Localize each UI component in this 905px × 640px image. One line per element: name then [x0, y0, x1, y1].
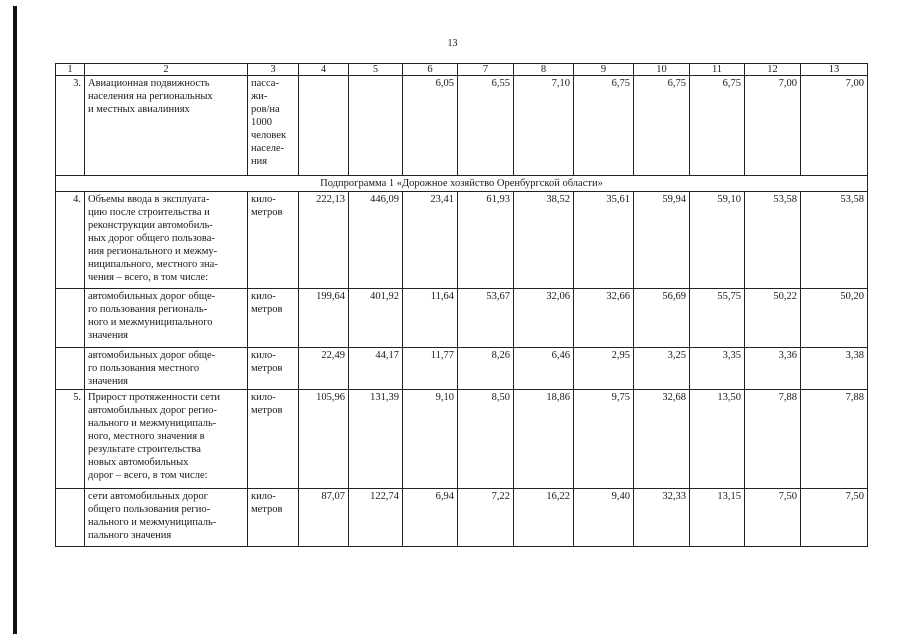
column-header: 6	[403, 64, 458, 76]
value-cell: 8,50	[458, 390, 514, 489]
unit: кило- метров	[248, 489, 299, 547]
value-cell: 7,22	[458, 489, 514, 547]
value-cell: 131,39	[349, 390, 403, 489]
value-cell: 3,25	[634, 348, 690, 390]
value-cell: 9,40	[574, 489, 634, 547]
value-cell: 7,00	[801, 76, 868, 176]
value-cell: 9,10	[403, 390, 458, 489]
unit: кило- метров	[248, 192, 299, 289]
table-row	[56, 348, 868, 390]
table-row	[56, 390, 868, 489]
value-cell: 8,26	[458, 348, 514, 390]
table-row	[56, 289, 868, 348]
indicator-name: автомобильных дорог обще- го пользования региональ- ного и межмуниципального значения	[85, 289, 248, 348]
value-cell: 32,06	[514, 289, 574, 348]
value-cell: 38,52	[514, 192, 574, 289]
value-cell: 53,58	[801, 192, 868, 289]
unit: пасса- жи- ров/на 1000 человек населе- ния	[248, 76, 299, 176]
value-cell: 35,61	[574, 192, 634, 289]
table-row	[56, 76, 868, 176]
column-header: 9	[574, 64, 634, 76]
page-number: 13	[447, 38, 458, 49]
value-cell: 7,50	[801, 489, 868, 547]
value-cell: 87,07	[299, 489, 349, 547]
value-cell: 6,46	[514, 348, 574, 390]
column-header: 11	[690, 64, 745, 76]
indicator-name: автомобильных дорог обще- го пользования местного значения	[85, 348, 248, 390]
value-cell: 122,74	[349, 489, 403, 547]
value-cell: 50,20	[801, 289, 868, 348]
indicator-name: Авиационная подвижность населения на региональных и местных авиалиниях	[85, 76, 248, 176]
value-cell: 401,92	[349, 289, 403, 348]
table-row	[56, 489, 868, 547]
value-cell: 7,88	[801, 390, 868, 489]
value-cell: 11,77	[403, 348, 458, 390]
unit: кило- метров	[248, 289, 299, 348]
value-cell: 222,13	[299, 192, 349, 289]
value-cell: 7,10	[514, 76, 574, 176]
value-cell: 2,95	[574, 348, 634, 390]
value-cell: 59,10	[690, 192, 745, 289]
column-header: 10	[634, 64, 690, 76]
row-index	[56, 348, 85, 390]
subprogram-title: Подпрограмма 1 «Дорожное хозяйство Оренбургской области»	[56, 176, 868, 192]
value-cell: 22,49	[299, 348, 349, 390]
row-index: 4.	[56, 192, 85, 289]
unit: кило- метров	[248, 348, 299, 390]
column-header: 13	[801, 64, 868, 76]
value-cell: 18,86	[514, 390, 574, 489]
value-cell: 7,00	[745, 76, 801, 176]
value-cell: 50,22	[745, 289, 801, 348]
value-cell: 105,96	[299, 390, 349, 489]
value-cell: 6,94	[403, 489, 458, 547]
scan-edge-bar	[13, 6, 17, 634]
indicator-name: Прирост протяженности сети автомобильных дорог регио- нального и межмуниципаль- ного, местного значения в результате строительства новых автомобильных дорог – всего, в том числе:	[85, 390, 248, 489]
value-cell: 7,88	[745, 390, 801, 489]
indicator-name: Объемы ввода в эксплуата- цию после строительства и реконструкции автомобиль- ных дорог общего пользова- ния регионального и межму- ниципального, местного зна- чения – всего, в том числе:	[85, 192, 248, 289]
value-cell: 23,41	[403, 192, 458, 289]
indicator-name: сети автомобильных дорог общего пользования регио- нального и межмуниципаль- пального значения	[85, 489, 248, 547]
value-cell: 32,68	[634, 390, 690, 489]
value-cell	[349, 76, 403, 176]
row-index	[56, 289, 85, 348]
value-cell: 446,09	[349, 192, 403, 289]
column-header: 12	[745, 64, 801, 76]
value-cell: 13,50	[690, 390, 745, 489]
column-header: 2	[85, 64, 248, 76]
header-row	[56, 64, 868, 76]
column-header: 1	[56, 64, 85, 76]
value-cell: 53,67	[458, 289, 514, 348]
value-cell	[299, 76, 349, 176]
value-cell: 6,75	[634, 76, 690, 176]
value-cell: 53,58	[745, 192, 801, 289]
value-cell: 3,35	[690, 348, 745, 390]
value-cell: 6,05	[403, 76, 458, 176]
row-index: 5.	[56, 390, 85, 489]
value-cell: 9,75	[574, 390, 634, 489]
value-cell: 56,69	[634, 289, 690, 348]
value-cell: 199,64	[299, 289, 349, 348]
column-header: 4	[299, 64, 349, 76]
value-cell: 3,36	[745, 348, 801, 390]
row-index	[56, 489, 85, 547]
value-cell: 32,66	[574, 289, 634, 348]
column-header: 7	[458, 64, 514, 76]
row-index: 3.	[56, 76, 85, 176]
column-header: 5	[349, 64, 403, 76]
value-cell: 6,55	[458, 76, 514, 176]
indicators-table	[55, 63, 868, 547]
value-cell: 13,15	[690, 489, 745, 547]
value-cell: 6,75	[690, 76, 745, 176]
value-cell: 16,22	[514, 489, 574, 547]
value-cell: 6,75	[574, 76, 634, 176]
column-header: 8	[514, 64, 574, 76]
value-cell: 11,64	[403, 289, 458, 348]
value-cell: 44,17	[349, 348, 403, 390]
value-cell: 32,33	[634, 489, 690, 547]
value-cell: 61,93	[458, 192, 514, 289]
table-row	[56, 192, 868, 289]
value-cell: 55,75	[690, 289, 745, 348]
unit: кило- метров	[248, 390, 299, 489]
subprogram-row	[56, 176, 868, 192]
value-cell: 3,38	[801, 348, 868, 390]
column-header: 3	[248, 64, 299, 76]
value-cell: 59,94	[634, 192, 690, 289]
value-cell: 7,50	[745, 489, 801, 547]
